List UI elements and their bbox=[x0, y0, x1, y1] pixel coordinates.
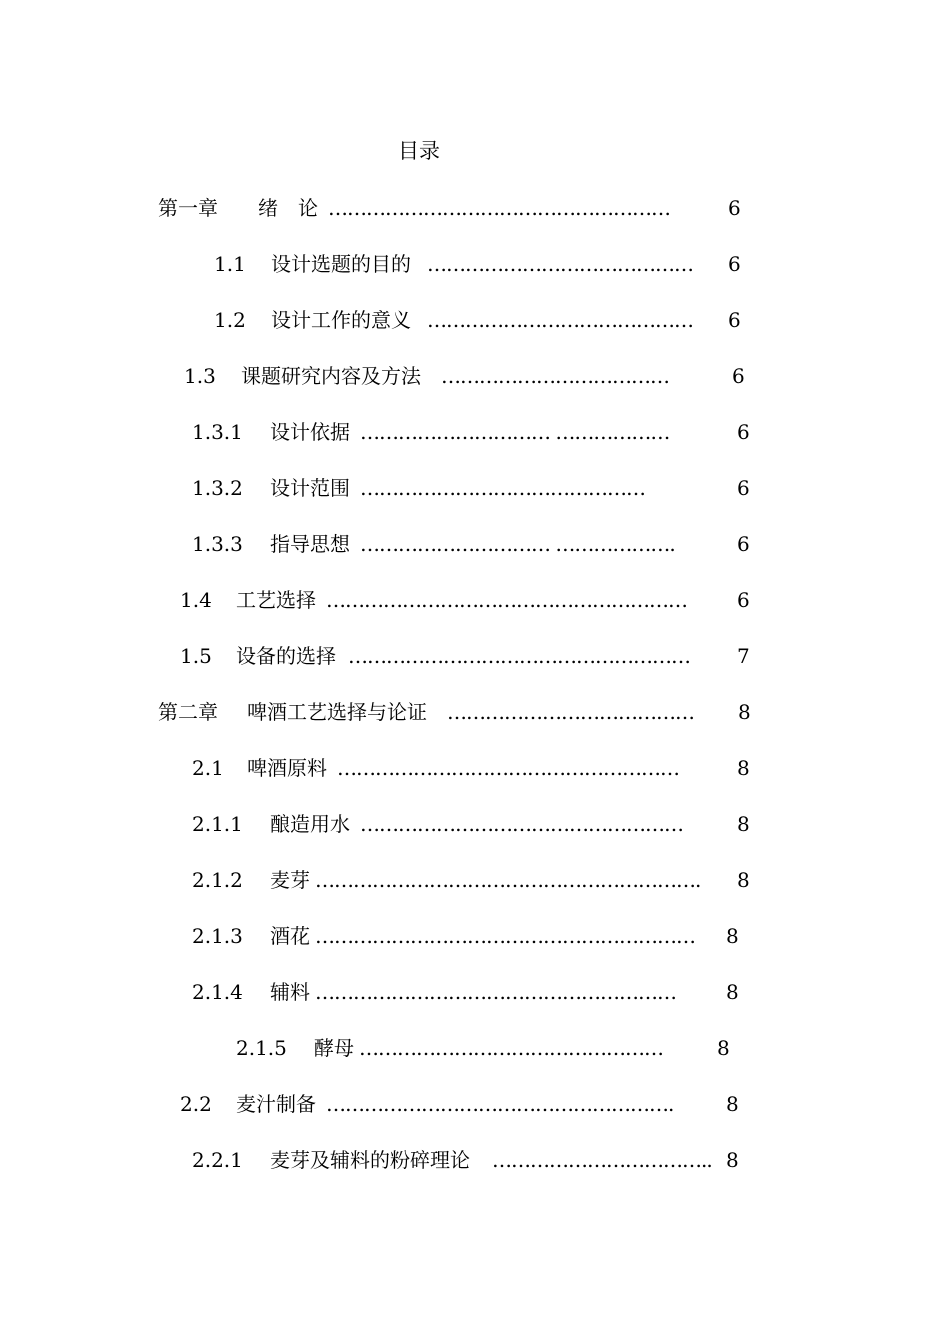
toc-entry-leader: ……………………………………………… bbox=[348, 644, 690, 668]
toc-entry-number: 1.3.3 bbox=[192, 532, 243, 556]
toc-entry-page: 8 bbox=[726, 980, 739, 1004]
toc-entry-leader: ………………………………………………… bbox=[326, 588, 687, 612]
toc-entry-page: 6 bbox=[737, 420, 750, 444]
toc-entry-leader: ………………………………………………… bbox=[315, 980, 676, 1004]
toc-entry-leader: ………………………………………… bbox=[359, 1036, 663, 1060]
toc-entry-leader: ……………………………………………… bbox=[328, 196, 670, 220]
toc-entry bbox=[192, 1145, 752, 1175]
toc-entry-text: 麦汁制备 bbox=[236, 1092, 316, 1116]
toc-entry-leader: ……………………………………………………. bbox=[315, 868, 701, 892]
toc-entry-number: 2.1.5 bbox=[236, 1036, 287, 1060]
toc-entry-text: 酿造用水 bbox=[270, 812, 350, 836]
toc-entry bbox=[236, 1033, 736, 1063]
toc-entry-leader: …………………………………… bbox=[427, 308, 693, 332]
toc-entry bbox=[192, 809, 762, 839]
toc-entry bbox=[214, 305, 754, 335]
toc-entry-leader: ………………………………………………. bbox=[326, 1092, 674, 1116]
toc-entry-leader: ……………………………… bbox=[441, 364, 669, 388]
toc-entry-leader: ………………………………… bbox=[447, 700, 694, 724]
toc-entry-text: 设计工作的意义 bbox=[271, 308, 411, 332]
toc-entry-text: 绪 论 bbox=[258, 196, 318, 220]
toc-entry-number: 2.1.4 bbox=[192, 980, 243, 1004]
toc-entry-page: 7 bbox=[737, 644, 750, 668]
toc-entry-number: 1.2 bbox=[214, 308, 246, 332]
toc-entry-text: 设计依据 bbox=[270, 420, 350, 444]
toc-entry bbox=[192, 529, 762, 559]
toc-entry-page: 6 bbox=[728, 308, 741, 332]
toc-entry-number: 1.3.2 bbox=[192, 476, 243, 500]
toc-entry-page: 6 bbox=[737, 476, 750, 500]
toc-entry-number: 2.2 bbox=[180, 1092, 212, 1116]
toc-entry-page: 8 bbox=[726, 1092, 739, 1116]
toc-entry-page: 8 bbox=[726, 924, 739, 948]
toc-entry-number: 第二章 bbox=[158, 700, 218, 724]
toc-entry-page: 8 bbox=[737, 868, 750, 892]
toc-entry-text: 酵母 bbox=[314, 1036, 354, 1060]
toc-entry-text: 辅料 bbox=[270, 980, 310, 1004]
toc-entry-text: 啤酒原料 bbox=[247, 756, 327, 780]
toc-entry bbox=[184, 361, 764, 391]
toc-entry-number: 2.1 bbox=[192, 756, 224, 780]
toc-entry-leader: ………………………… ……………… bbox=[360, 420, 670, 444]
toc-entry-leader: …………………………………………… bbox=[360, 812, 683, 836]
toc-entry-page: 8 bbox=[717, 1036, 730, 1060]
toc-title: 目录 bbox=[398, 139, 440, 163]
toc-entry-text: 设计选题的目的 bbox=[271, 252, 411, 276]
toc-entry-number: 1.4 bbox=[180, 588, 212, 612]
toc-entry-number: 第一章 bbox=[158, 196, 218, 220]
toc-entry bbox=[192, 473, 762, 503]
toc-entry-number: 1.3 bbox=[184, 364, 216, 388]
toc-entry-number: 1.1 bbox=[214, 252, 246, 276]
toc-entry-text: 啤酒工艺选择与论证 bbox=[247, 700, 427, 724]
toc-entry-page: 6 bbox=[737, 532, 750, 556]
toc-entry-text: 设备的选择 bbox=[236, 644, 336, 668]
toc-entry-leader: …………………………….. bbox=[492, 1148, 712, 1172]
toc-entry-text: 设计范围 bbox=[270, 476, 350, 500]
toc-entry bbox=[192, 977, 752, 1007]
toc-entry-leader: ………………………… ………………. bbox=[360, 532, 675, 556]
toc-entry-page: 8 bbox=[737, 756, 750, 780]
toc-entry-number: 1.3.1 bbox=[192, 420, 243, 444]
toc-entry-text: 指导思想 bbox=[270, 532, 350, 556]
toc-entry-page: 8 bbox=[737, 812, 750, 836]
toc-entry bbox=[180, 585, 760, 615]
toc-entry bbox=[192, 417, 762, 447]
toc-entry bbox=[158, 193, 758, 223]
toc-entry-page: 6 bbox=[728, 196, 741, 220]
toc-entry-number: 2.2.1 bbox=[192, 1148, 243, 1172]
toc-entry bbox=[192, 865, 762, 895]
toc-entry-number: 2.1.1 bbox=[192, 812, 243, 836]
toc-entry-text: 课题研究内容及方法 bbox=[241, 364, 421, 388]
toc-entry bbox=[214, 249, 754, 279]
toc-entry-number: 2.1.2 bbox=[192, 868, 243, 892]
toc-entry-text: 麦芽及辅料的粉碎理论 bbox=[270, 1148, 470, 1172]
toc-entry-page: 6 bbox=[737, 588, 750, 612]
toc-entry bbox=[180, 1089, 750, 1119]
toc-entry bbox=[158, 697, 758, 727]
toc-entry-leader: ……………………………………… bbox=[360, 476, 645, 500]
toc-entry-page: 8 bbox=[726, 1148, 739, 1172]
toc-entry bbox=[192, 753, 762, 783]
toc-entry-leader: …………………………………… bbox=[427, 252, 693, 276]
toc-entry-page: 6 bbox=[728, 252, 741, 276]
toc-entry-number: 2.1.3 bbox=[192, 924, 243, 948]
toc-entry bbox=[180, 641, 760, 671]
toc-entry bbox=[192, 921, 752, 951]
toc-entry-page: 8 bbox=[738, 700, 751, 724]
toc-entry-text: 麦芽 bbox=[270, 868, 310, 892]
toc-entry-leader: …………………………………………………… bbox=[315, 924, 695, 948]
toc-entry-number: 1.5 bbox=[180, 644, 212, 668]
toc-entry-text: 酒花 bbox=[270, 924, 310, 948]
toc-entry-page: 6 bbox=[732, 364, 745, 388]
toc-entry-leader: ……………………………………………… bbox=[337, 756, 679, 780]
toc-entry-text: 工艺选择 bbox=[236, 588, 316, 612]
